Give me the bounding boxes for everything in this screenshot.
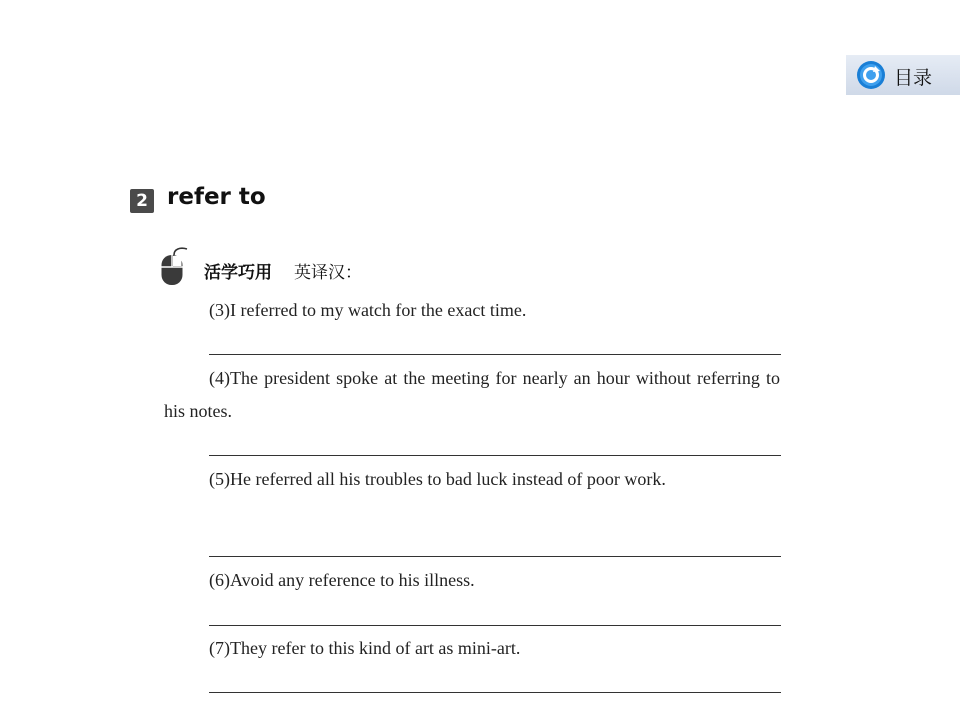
item-number: (4) — [209, 368, 230, 388]
item-text: The president spoke at the meeting for nearly an hour without referring to his notes. — [164, 368, 780, 421]
exercise-item-3 — [164, 294, 780, 327]
item-text: I referred to my watch for the exact time. — [230, 300, 527, 320]
item-text: He referred all his troubles to bad luck instead of poor work. — [230, 469, 666, 489]
activity-instruction: 英译汉： — [294, 263, 362, 283]
item-text: They refer to this kind of art as mini-art. — [230, 638, 521, 658]
exercise-item-5 — [164, 463, 780, 496]
activity-heading — [204, 258, 362, 283]
item-number: (6) — [209, 570, 230, 590]
section-number-badge: 2 — [130, 189, 154, 213]
answer-line — [209, 625, 781, 626]
exercise-item-6 — [164, 564, 780, 597]
toc-label: 目录 — [894, 67, 933, 89]
answer-line — [209, 692, 781, 693]
refresh-arrow-icon — [856, 60, 886, 90]
answer-line — [209, 354, 781, 355]
item-text: Avoid any reference to his illness. — [230, 570, 475, 590]
exercise-item-7 — [164, 632, 780, 665]
answer-line — [209, 556, 781, 557]
item-number: (7) — [209, 638, 230, 658]
section-title: refer to — [167, 184, 266, 210]
item-number: (3) — [209, 300, 230, 320]
exercise-item-4 — [164, 362, 780, 428]
mouse-icon — [160, 245, 190, 287]
table-of-contents-button[interactable] — [846, 55, 960, 95]
activity-label: 活学巧用 — [204, 263, 272, 283]
item-number: (5) — [209, 469, 230, 489]
answer-line — [209, 455, 781, 456]
